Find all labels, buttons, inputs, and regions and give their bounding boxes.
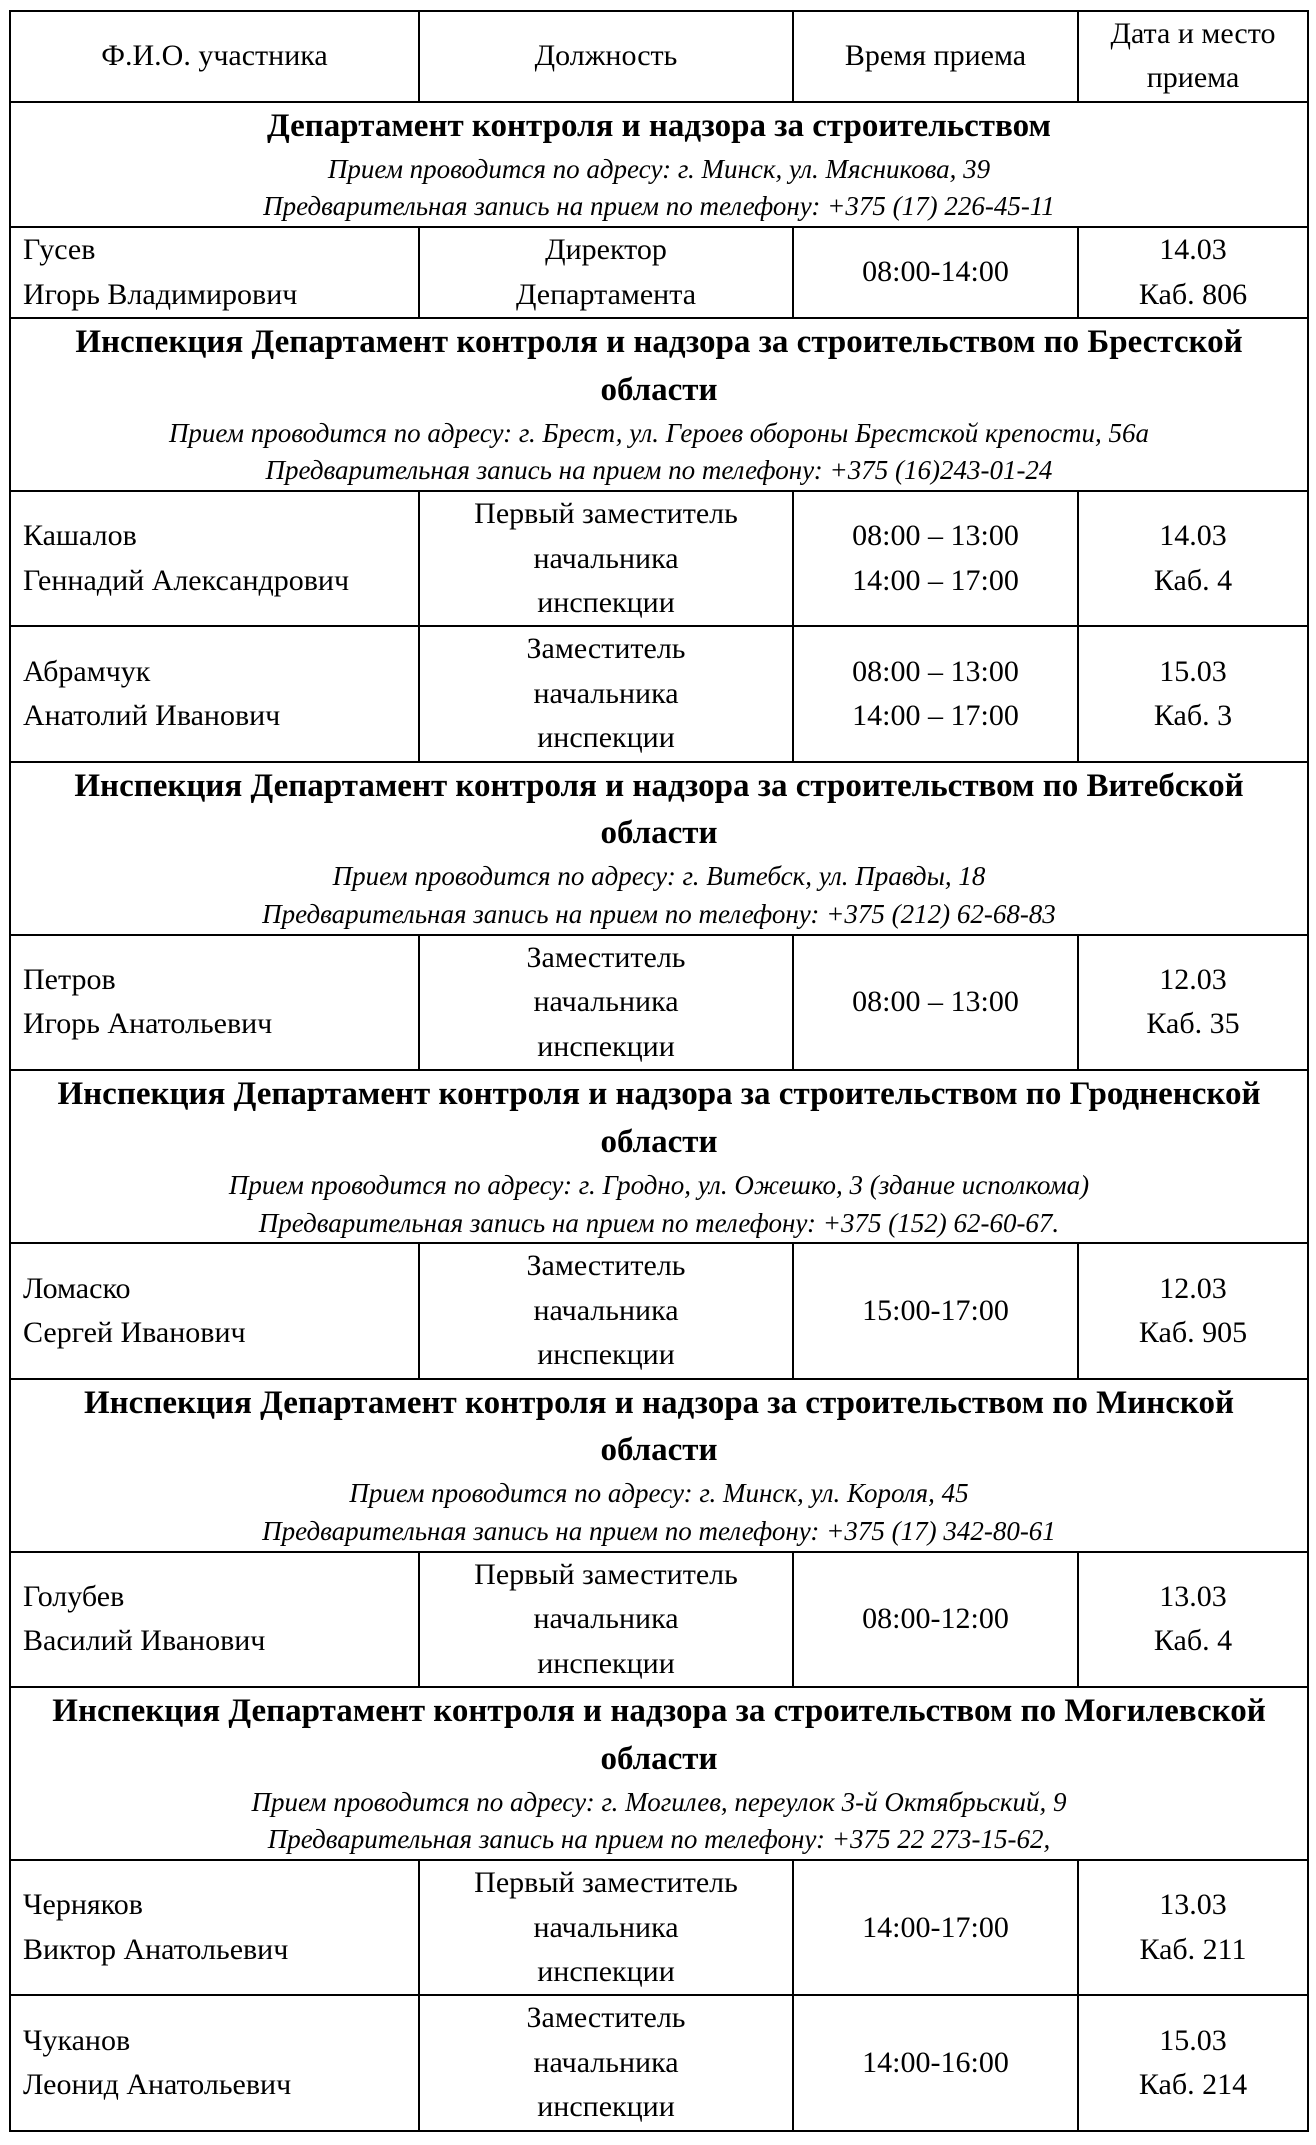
section-header-row: [10, 1070, 1308, 1243]
participant-cell: [10, 1243, 419, 1378]
time-cell: [793, 1243, 1078, 1378]
time-slot: 08:00-12:00: [862, 1602, 1009, 1636]
participant-given-name: Леонид Анатольевич: [23, 2068, 292, 2102]
section-phone: Предварительная запись на прием по телефону: +375 (16)243-01-24: [265, 455, 1053, 486]
header-time: Время приема: [793, 11, 1078, 102]
reception-date: 13.03: [1159, 1888, 1227, 1922]
time-slot: 08:00 – 13:00: [852, 519, 1019, 553]
position-line: инспекции: [537, 2090, 675, 2124]
date-place-cell: [1078, 626, 1308, 761]
position-line: инспекции: [537, 721, 675, 755]
position-cell: [419, 1860, 793, 1995]
position-cell: [419, 1243, 793, 1378]
table-row: [10, 1552, 1308, 1687]
position-line: начальника: [533, 1910, 679, 1944]
participant-cell: [10, 1995, 419, 2130]
participant-given-name: Анатолий Иванович: [23, 699, 281, 733]
time-cell: [793, 1552, 1078, 1687]
section-address: Прием проводится по адресу: г. Могилев, переулок 3-й Октябрьский, 9: [251, 1786, 1067, 1817]
time-slot: 14:00 – 17:00: [852, 699, 1019, 733]
section-address: Прием проводится по адресу: г. Гродно, ул. Ожешко, 3 (здание исполкома): [228, 1169, 1090, 1200]
participant-cell: [10, 227, 419, 318]
participant-given-name: Игорь Владимирович: [23, 277, 298, 311]
participant-given-name: Виктор Анатольевич: [23, 1932, 289, 1966]
section-header: [10, 318, 1308, 491]
table-row: [10, 626, 1308, 761]
time-cell: [793, 935, 1078, 1070]
position-cell: [419, 491, 793, 626]
table-row: [10, 935, 1308, 1070]
time-slot: 08:00-14:00: [862, 255, 1009, 289]
reception-schedule-table: [9, 10, 1309, 2132]
time-slot: 08:00 – 13:00: [852, 654, 1019, 688]
section-phone: Предварительная запись на прием по телефону: +375 (212) 62-68-83: [262, 899, 1056, 930]
time-cell: [793, 227, 1078, 318]
date-place-cell: [1078, 1860, 1308, 1995]
position-cell: [419, 1552, 793, 1687]
time-slot: 08:00 – 13:00: [852, 985, 1019, 1019]
date-place-cell: [1078, 491, 1308, 626]
position-line: инспекции: [537, 1955, 675, 1989]
reception-date: 12.03: [1159, 963, 1227, 997]
position-line: начальника: [533, 541, 679, 575]
participant-surname: Чуканов: [23, 2023, 131, 2057]
section-address: Прием проводится по адресу: г. Минск, ул. Короля, 45: [349, 1478, 969, 1509]
position-line: Департамента: [515, 277, 697, 311]
reception-room: Каб. 806: [1138, 277, 1248, 311]
section-address: Прием проводится по адресу: г. Брест, ул. Героев обороны Брестской крепости, 56а: [168, 417, 1150, 448]
reception-date: 14.03: [1159, 519, 1227, 553]
section-title: Департамент контроля и надзора за строительством: [267, 107, 1051, 144]
position-line: инспекции: [537, 1338, 675, 1372]
reception-date: 12.03: [1159, 1271, 1227, 1305]
time-cell: [793, 1995, 1078, 2130]
time-slot: 14:00 – 17:00: [852, 563, 1019, 597]
position-cell: [419, 626, 793, 761]
reception-room: Каб. 214: [1138, 2068, 1248, 2102]
reception-room: Каб. 4: [1153, 563, 1233, 597]
section-title: Инспекция Департамент контроля и надзора за строительством по Витебской области: [74, 767, 1244, 852]
date-place-cell: [1078, 935, 1308, 1070]
participant-cell: [10, 935, 419, 1070]
participant-cell: [10, 1552, 419, 1687]
section-phone: Предварительная запись на прием по телефону: +375 22 273-15-62,: [267, 1824, 1051, 1855]
section-phone: Предварительная запись на прием по телефону: +375 (152) 62-60-67.: [258, 1207, 1060, 1238]
participant-given-name: Геннадий Александрович: [23, 563, 350, 597]
table-row: [10, 227, 1308, 318]
participant-surname: Петров: [23, 963, 116, 997]
position-line: Заместитель: [526, 1249, 686, 1283]
header-date-place: Дата и место приема: [1078, 11, 1308, 102]
section-phone: Предварительная запись на прием по телефону: +375 (17) 226-45-11: [263, 191, 1055, 222]
participant-cell: [10, 1860, 419, 1995]
section-title: Инспекция Департамент контроля и надзора за строительством по Гродненской области: [57, 1076, 1261, 1160]
section-header: [10, 762, 1308, 935]
date-place-cell: [1078, 1995, 1308, 2130]
section-header: [10, 1379, 1308, 1552]
time-cell: [793, 491, 1078, 626]
section-header-row: [10, 1687, 1308, 1860]
date-place-cell: [1078, 1243, 1308, 1378]
participant-surname: Голубев: [23, 1580, 125, 1613]
participant-given-name: Василий Иванович: [23, 1624, 266, 1658]
section-header: [10, 1687, 1308, 1860]
position-line: начальника: [533, 1293, 679, 1327]
position-line: начальника: [533, 676, 679, 710]
table-row: [10, 1995, 1308, 2130]
reception-room: Каб. 3: [1153, 699, 1233, 733]
reception-room: Каб. 35: [1146, 1007, 1240, 1041]
position-line: Заместитель: [526, 940, 686, 974]
position-cell: [419, 1995, 793, 2130]
table-header-row: [10, 11, 1308, 102]
position-line: инспекции: [537, 1029, 675, 1063]
section-header-row: [10, 762, 1308, 935]
reception-room: Каб. 905: [1138, 1315, 1248, 1349]
section-address: Прием проводится по адресу: г. Витебск, ул. Правды, 18: [332, 861, 986, 892]
position-cell: [419, 935, 793, 1070]
reception-date: 14.03: [1159, 233, 1227, 267]
position-line: Первый заместитель: [474, 1866, 738, 1900]
section-title: Инспекция Департамент контроля и надзора за строительством по Минской области: [83, 1384, 1234, 1469]
table-row: [10, 1243, 1308, 1378]
position-line: Первый заместитель: [474, 1557, 738, 1591]
date-place-cell: [1078, 227, 1308, 318]
reception-room: Каб. 4: [1153, 1624, 1233, 1658]
position-line: Заместитель: [526, 632, 686, 666]
time-slot: 14:00-16:00: [862, 2045, 1009, 2079]
position-line: начальника: [533, 985, 679, 1019]
header-position: Должность: [419, 11, 793, 102]
table-row: [10, 1860, 1308, 1995]
time-cell: [793, 626, 1078, 761]
position-line: начальника: [533, 1602, 679, 1636]
participant-given-name: Сергей Иванович: [23, 1315, 246, 1349]
date-place-cell: [1078, 1552, 1308, 1687]
participant-surname: Гусев: [23, 233, 96, 267]
participant-surname: Черняков: [23, 1888, 143, 1922]
section-header-row: [10, 102, 1308, 227]
section-header-row: [10, 1379, 1308, 1552]
section-title: Инспекция Департамент контроля и надзора за строительством по Брестской области: [75, 324, 1243, 408]
section-header: [10, 102, 1308, 227]
section-header: [10, 1070, 1308, 1243]
participant-surname: Ломаско: [23, 1271, 131, 1305]
time-slot: 14:00-17:00: [862, 1910, 1009, 1944]
reception-room: Каб. 211: [1139, 1932, 1247, 1966]
position-line: инспекции: [537, 1646, 675, 1680]
time-cell: [793, 1860, 1078, 1995]
participant-surname: Абрамчук: [23, 654, 151, 688]
position-line: Заместитель: [526, 2001, 686, 2035]
section-phone: Предварительная запись на прием по телефону: +375 (17) 342-80-61: [262, 1516, 1056, 1547]
reception-date: 15.03: [1159, 654, 1227, 688]
participant-surname: Кашалов: [23, 519, 137, 553]
reception-date: 13.03: [1159, 1580, 1227, 1613]
section-title: Инспекция Департамент контроля и надзора за строительством по Могилевской области: [52, 1692, 1266, 1777]
position-line: начальника: [533, 2045, 679, 2079]
position-line: инспекции: [537, 586, 675, 620]
time-slot: 15:00-17:00: [862, 1293, 1009, 1327]
participant-given-name: Игорь Анатольевич: [23, 1007, 273, 1041]
participant-cell: [10, 491, 419, 626]
position-cell: [419, 227, 793, 318]
reception-date: 15.03: [1159, 2023, 1227, 2057]
header-participant: Ф.И.О. участника: [10, 11, 419, 102]
table-row: [10, 491, 1308, 626]
section-header-row: [10, 318, 1308, 491]
section-address: Прием проводится по адресу: г. Минск, ул. Мясникова, 39: [327, 153, 991, 184]
position-line: Первый заместитель: [474, 497, 738, 531]
position-line: Директор: [545, 233, 667, 267]
participant-cell: [10, 626, 419, 761]
